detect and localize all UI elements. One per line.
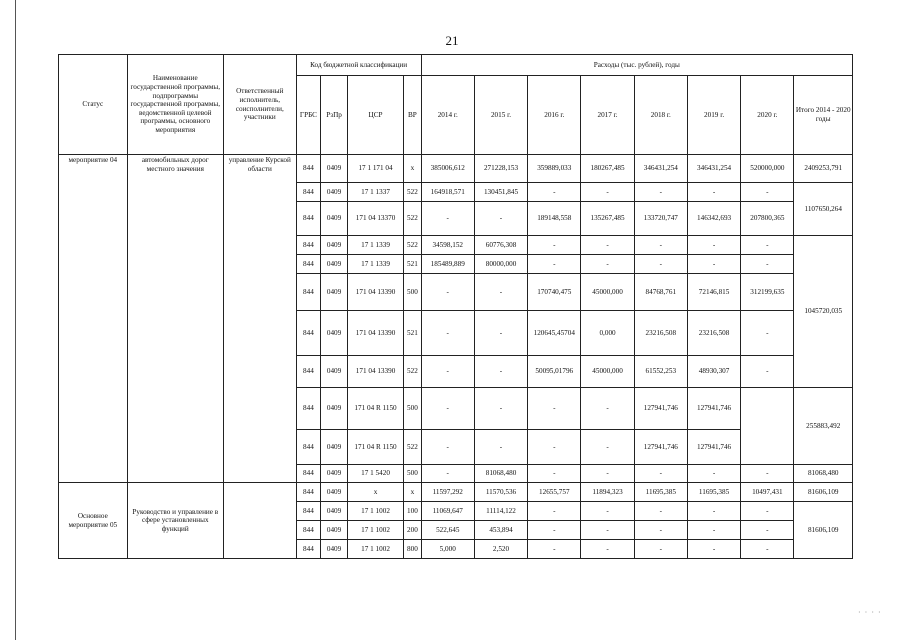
cell-2018: -: [634, 236, 687, 255]
header-2017: 2017 г.: [581, 76, 634, 155]
cell-2019: 11695,385: [687, 483, 740, 502]
cell-2020: -: [741, 540, 794, 559]
cell-csr: 17 1 5420: [347, 465, 403, 483]
cell-rzpr: 0409: [321, 202, 348, 236]
group-responsible: [223, 483, 296, 559]
header-status: Статус: [59, 55, 128, 155]
cell-rzpr: 0409: [321, 255, 348, 274]
cell-vr: 522: [404, 202, 421, 236]
cell-2019: 146342,693: [687, 202, 740, 236]
cell-rzpr: 0409: [321, 311, 348, 356]
scan-artifact-dots: · · · ·: [858, 608, 882, 617]
header-2020: 2020 г.: [741, 76, 794, 155]
cell-rzpr: 0409: [321, 356, 348, 388]
cell-2017: -: [581, 502, 634, 521]
cell-2016: -: [528, 540, 581, 559]
cell-2017: 45000,000: [581, 274, 634, 311]
cell-2016: 189148,558: [528, 202, 581, 236]
cell-grbs: 844: [296, 255, 321, 274]
cell-vr: 522: [404, 236, 421, 255]
cell-csr: 17 1 171 04: [347, 155, 403, 183]
header-rzpr: РзПр: [321, 76, 348, 155]
cell-rzpr: 0409: [321, 155, 348, 183]
header-expenses: Расходы (тыс. рублей), годы: [421, 55, 852, 76]
cell-2017: -: [581, 465, 634, 483]
cell-2020: -: [741, 521, 794, 540]
cell-rzpr: 0409: [321, 540, 348, 559]
cell-vr: х: [404, 155, 421, 183]
cell-2017: -: [581, 540, 634, 559]
cell-2015: 80000,000: [474, 255, 527, 274]
cell-2020: [741, 388, 794, 465]
cell-grbs: 844: [296, 430, 321, 465]
group-status: Основное мероприятие 05: [59, 483, 128, 559]
cell-2014: 34598,152: [421, 236, 474, 255]
cell-grbs: 844: [296, 274, 321, 311]
cell-2014: 185489,889: [421, 255, 474, 274]
cell-2015: 11570,536: [474, 483, 527, 502]
cell-2017: 11894,323: [581, 483, 634, 502]
header-2016: 2016 г.: [528, 76, 581, 155]
cell-2018: -: [634, 521, 687, 540]
cell-2016: 12655,757: [528, 483, 581, 502]
cell-rzpr: 0409: [321, 521, 348, 540]
cell-csr: х: [347, 483, 403, 502]
cell-csr: 17 1 1002: [347, 521, 403, 540]
cell-grbs: 844: [296, 236, 321, 255]
cell-2018: 11695,385: [634, 483, 687, 502]
cell-2020: 520000,000: [741, 155, 794, 183]
cell-2014: -: [421, 274, 474, 311]
cell-2020: 207800,365: [741, 202, 794, 236]
cell-2020: -: [741, 356, 794, 388]
cell-rzpr: 0409: [321, 183, 348, 202]
cell-2016: -: [528, 236, 581, 255]
cell-total: 81606,109: [794, 502, 853, 559]
cell-vr: 521: [404, 255, 421, 274]
cell-2019: 346431,254: [687, 155, 740, 183]
cell-2019: -: [687, 465, 740, 483]
page-number: 21: [445, 33, 459, 48]
cell-vr: 200: [404, 521, 421, 540]
cell-vr: х: [404, 483, 421, 502]
cell-grbs: 844: [296, 155, 321, 183]
cell-vr: 500: [404, 274, 421, 311]
cell-vr: 521: [404, 311, 421, 356]
header-grbs: ГРБС: [296, 76, 321, 155]
cell-2017: 180267,485: [581, 155, 634, 183]
cell-2015: -: [474, 274, 527, 311]
header-2019: 2019 г.: [687, 76, 740, 155]
cell-2019: 72146,815: [687, 274, 740, 311]
cell-2018: -: [634, 255, 687, 274]
cell-2014: 385006,612: [421, 155, 474, 183]
cell-2014: 522,645: [421, 521, 474, 540]
cell-2017: -: [581, 236, 634, 255]
group-responsible: управление Курской области: [223, 155, 296, 483]
cell-2019: -: [687, 521, 740, 540]
cell-csr: 171 04 R 1150: [347, 388, 403, 430]
cell-grbs: 844: [296, 356, 321, 388]
cell-2019: -: [687, 183, 740, 202]
table-row: [59, 483, 853, 502]
cell-grbs: 844: [296, 483, 321, 502]
cell-total: 1045720,035: [794, 236, 853, 388]
cell-2016: -: [528, 430, 581, 465]
header-vr: ВР: [404, 76, 421, 155]
cell-2015: -: [474, 388, 527, 430]
cell-grbs: 844: [296, 540, 321, 559]
cell-2017: -: [581, 521, 634, 540]
table-row: [59, 155, 853, 183]
cell-2017: -: [581, 255, 634, 274]
cell-2014: 164918,571: [421, 183, 474, 202]
cell-grbs: 844: [296, 521, 321, 540]
cell-2019: 48930,307: [687, 356, 740, 388]
group-status: мероприятие 04: [59, 155, 128, 483]
cell-2015: 130451,845: [474, 183, 527, 202]
cell-2016: 170740,475: [528, 274, 581, 311]
cell-2019: 127941,746: [687, 430, 740, 465]
cell-rzpr: 0409: [321, 430, 348, 465]
header-name: Наименование государственной программы, подпрограммы государственной программы, ведомственной целевой программы, основного мероприятия: [127, 55, 223, 155]
cell-total: 2409253,791: [794, 155, 853, 183]
header-row-1: [59, 55, 853, 76]
cell-2020: 10497,431: [741, 483, 794, 502]
cell-rzpr: 0409: [321, 388, 348, 430]
cell-2020: -: [741, 255, 794, 274]
cell-2016: -: [528, 255, 581, 274]
cell-grbs: 844: [296, 502, 321, 521]
budget-table: [58, 54, 853, 559]
cell-2014: -: [421, 430, 474, 465]
cell-2015: 2,520: [474, 540, 527, 559]
cell-2020: -: [741, 183, 794, 202]
cell-rzpr: 0409: [321, 502, 348, 521]
cell-2018: -: [634, 465, 687, 483]
cell-vr: 522: [404, 183, 421, 202]
header-2018: 2018 г.: [634, 76, 687, 155]
cell-2019: 127941,746: [687, 388, 740, 430]
cell-2018: 61552,253: [634, 356, 687, 388]
cell-2017: 135267,485: [581, 202, 634, 236]
cell-grbs: 844: [296, 311, 321, 356]
cell-2016: -: [528, 183, 581, 202]
cell-vr: 800: [404, 540, 421, 559]
cell-grbs: 844: [296, 465, 321, 483]
cell-2020: -: [741, 236, 794, 255]
cell-total: 81068,480: [794, 465, 853, 483]
cell-rzpr: 0409: [321, 483, 348, 502]
cell-csr: 171 04 R 1150: [347, 430, 403, 465]
cell-2015: 81068,480: [474, 465, 527, 483]
cell-2014: 11069,647: [421, 502, 474, 521]
header-responsible: Ответственный исполнитель, соисполнители, участники: [223, 55, 296, 155]
cell-2014: 11597,292: [421, 483, 474, 502]
cell-vr: 500: [404, 465, 421, 483]
cell-2020: -: [741, 502, 794, 521]
cell-2015: -: [474, 202, 527, 236]
cell-2016: -: [528, 465, 581, 483]
cell-2016: 120645,45704: [528, 311, 581, 356]
cell-2015: -: [474, 430, 527, 465]
cell-2018: 127941,746: [634, 388, 687, 430]
cell-2015: -: [474, 311, 527, 356]
cell-2018: 84768,761: [634, 274, 687, 311]
cell-2019: 23216,508: [687, 311, 740, 356]
cell-2014: -: [421, 465, 474, 483]
cell-csr: 171 04 13390: [347, 274, 403, 311]
cell-grbs: 844: [296, 183, 321, 202]
cell-2017: -: [581, 183, 634, 202]
cell-grbs: 844: [296, 202, 321, 236]
cell-2016: 359889,033: [528, 155, 581, 183]
cell-2018: 23216,508: [634, 311, 687, 356]
cell-csr: 17 1 1339: [347, 236, 403, 255]
cell-vr: 100: [404, 502, 421, 521]
cell-csr: 171 04 13390: [347, 356, 403, 388]
cell-2015: 271228,153: [474, 155, 527, 183]
cell-2018: 346431,254: [634, 155, 687, 183]
cell-2019: -: [687, 236, 740, 255]
cell-vr: 522: [404, 430, 421, 465]
cell-2018: 127941,746: [634, 430, 687, 465]
group-name: Руководство и управление в сфере установленных функций: [127, 483, 223, 559]
header-2014: 2014 г.: [421, 76, 474, 155]
cell-2014: -: [421, 356, 474, 388]
cell-grbs: 844: [296, 388, 321, 430]
cell-2019: -: [687, 502, 740, 521]
cell-rzpr: 0409: [321, 465, 348, 483]
cell-vr: 522: [404, 356, 421, 388]
cell-csr: 17 1 1002: [347, 502, 403, 521]
cell-2016: -: [528, 502, 581, 521]
cell-rzpr: 0409: [321, 236, 348, 255]
cell-csr: 17 1 1002: [347, 540, 403, 559]
cell-2014: -: [421, 388, 474, 430]
group-name: автомобильных дорог местного значения: [127, 155, 223, 483]
cell-total: 81606,109: [794, 483, 853, 502]
cell-2014: 5,000: [421, 540, 474, 559]
cell-csr: 171 04 13390: [347, 311, 403, 356]
cell-2020: 312199,635: [741, 274, 794, 311]
cell-csr: 171 04 13370: [347, 202, 403, 236]
cell-rzpr: 0409: [321, 274, 348, 311]
cell-csr: 17 1 1337: [347, 183, 403, 202]
cell-2016: -: [528, 388, 581, 430]
header-2015: 2015 г.: [474, 76, 527, 155]
cell-2018: -: [634, 183, 687, 202]
cell-2020: -: [741, 311, 794, 356]
cell-2014: -: [421, 311, 474, 356]
header-total: Итого 2014 - 2020 годы: [794, 76, 853, 155]
cell-total: 1107650,264: [794, 183, 853, 236]
cell-2019: -: [687, 255, 740, 274]
cell-2016: -: [528, 521, 581, 540]
cell-2015: -: [474, 356, 527, 388]
cell-2016: 50095,01796: [528, 356, 581, 388]
cell-2017: -: [581, 388, 634, 430]
cell-2019: -: [687, 540, 740, 559]
header-csr: ЦСР: [347, 76, 403, 155]
cell-2015: 60776,308: [474, 236, 527, 255]
cell-2017: 0,000: [581, 311, 634, 356]
cell-2018: 133720,747: [634, 202, 687, 236]
cell-csr: 17 1 1339: [347, 255, 403, 274]
cell-2017: -: [581, 430, 634, 465]
cell-2014: -: [421, 202, 474, 236]
cell-2015: 11114,122: [474, 502, 527, 521]
scan-edge-line: [15, 0, 16, 640]
cell-2017: 45000,000: [581, 356, 634, 388]
cell-2015: 453,894: [474, 521, 527, 540]
cell-total: 255883,492: [794, 388, 853, 465]
header-budget-code: Код бюджетной классификации: [296, 55, 421, 76]
cell-2018: -: [634, 540, 687, 559]
cell-2018: -: [634, 502, 687, 521]
cell-vr: 500: [404, 388, 421, 430]
cell-2020: -: [741, 465, 794, 483]
